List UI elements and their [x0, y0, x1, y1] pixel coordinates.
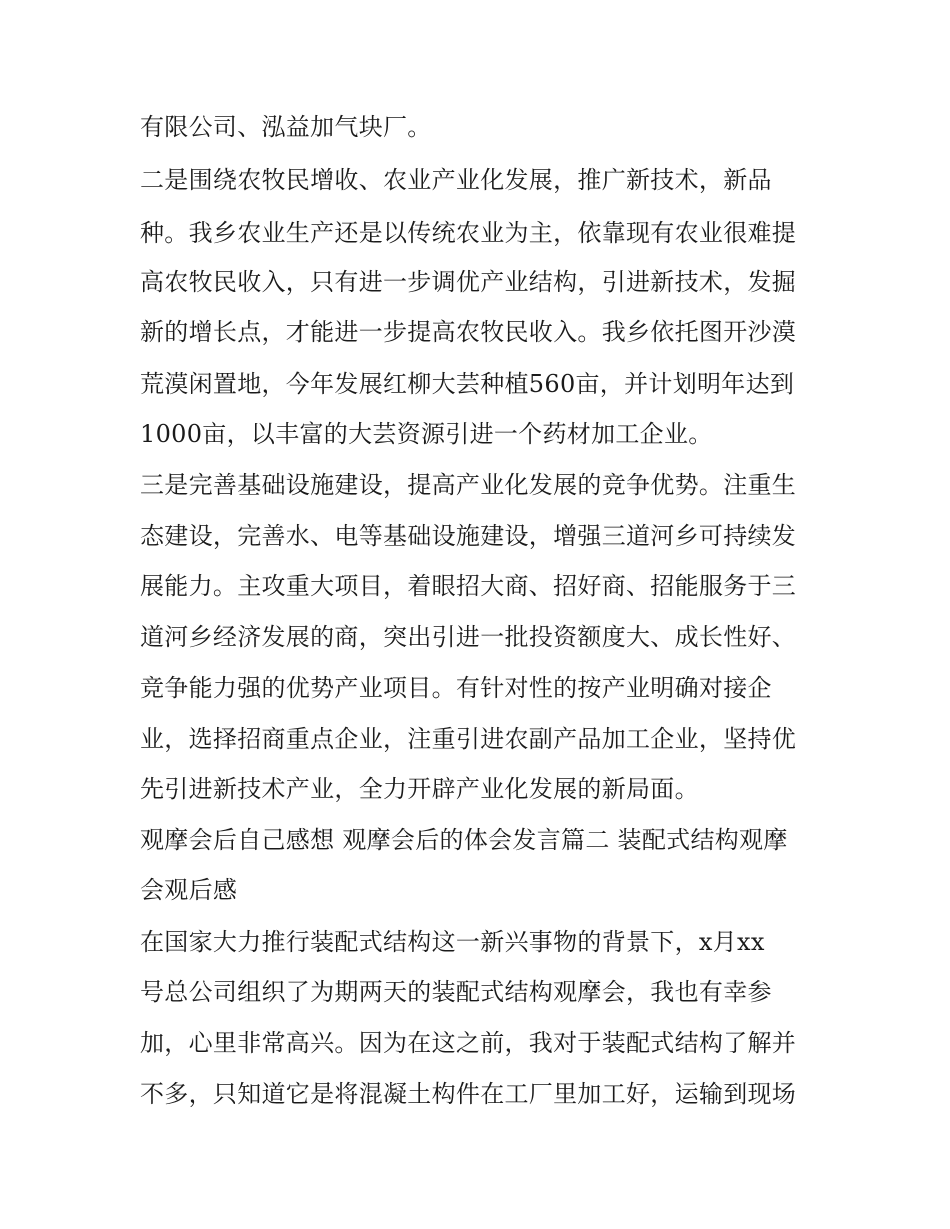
section-heading-line: 观摩会后自己感想 观摩会后的体会发言篇二 装配式结构观摩	[140, 826, 788, 854]
text-line: 加，心里非常高兴。因为在这之前，我对于装配式结构了解并	[140, 1029, 797, 1057]
text-line: 新的增长点，才能进一步提高农牧民收入。我乡依托图开沙漠	[140, 318, 797, 346]
section-heading-line: 会观后感	[140, 876, 238, 904]
text-line: 三是完善基础设施建设，提高产业化发展的竞争优势。注重生	[140, 471, 797, 499]
text-line: 高农牧民收入，只有进一步调优产业结构，引进新技术，发掘	[140, 268, 797, 296]
text-line: 有限公司、泓益加气块厂。	[140, 113, 432, 141]
text-line: 竞争能力强的优势产业项目。有针对性的按产业明确对接企	[140, 674, 772, 702]
text-line: 态建设，完善水、电等基础设施建设，增强三道河乡可持续发	[140, 522, 797, 550]
text-line: 先引进新技术产业，全力开辟产业化发展的新局面。	[140, 775, 699, 803]
text-line: 道河乡经济发展的商，突出引进一批投资额度大、成长性好、	[140, 623, 797, 651]
text-line: 不多，只知道它是将混凝土构件在工厂里加工好，运输到现场	[140, 1080, 797, 1108]
text-line: 荒漠闲置地，今年发展红柳大芸种植560亩，并计划明年达到	[140, 370, 795, 398]
text-line: 1000亩，以丰富的大芸资源引进一个药材加工企业。	[140, 420, 713, 448]
text-line: 业，选择招商重点企业，注重引进农副产品加工企业，坚持优	[140, 725, 797, 753]
text-line: 在国家大力推行装配式结构这一新兴事物的背景下，x月xx	[140, 928, 765, 956]
text-line: 二是围绕农牧民增收、农业产业化发展，推广新技术，新品	[140, 166, 772, 194]
text-line: 种。我乡农业生产还是以传统农业为主，依靠现有农业很难提	[140, 219, 797, 247]
text-line: 号总公司组织了为期两天的装配式结构观摩会，我也有幸参	[140, 978, 772, 1006]
text-line: 展能力。主攻重大项目，着眼招大商、招好商、招能服务于三	[140, 572, 797, 600]
